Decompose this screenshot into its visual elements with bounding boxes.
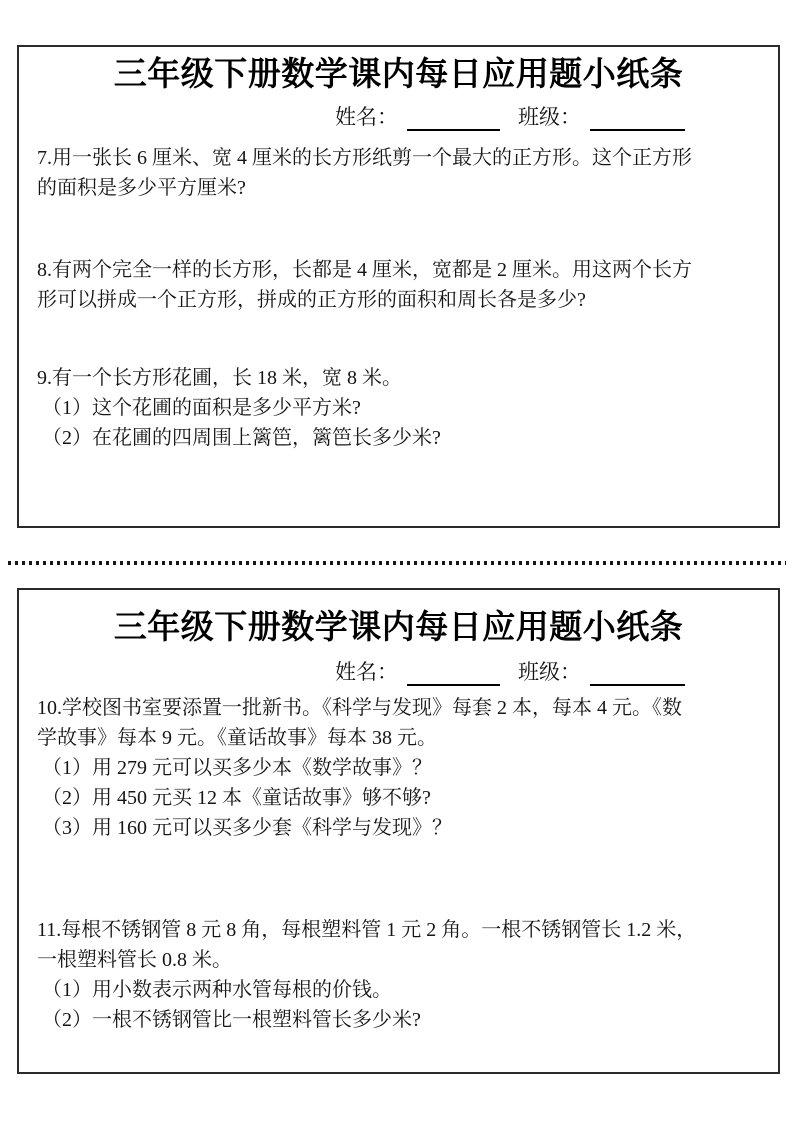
class-label: 班级： <box>518 660 581 684</box>
worksheet-box-2 <box>17 588 780 1074</box>
cut-line-divider <box>8 561 786 565</box>
problem-subitem-line: （2）在花圃的四周围上篱笆，篱笆长多少米? <box>37 427 441 449</box>
problem-text-line: 学故事》每本 9 元。《童话故事》每本 38 元。 <box>37 727 437 749</box>
problem-subitem-line: （2）用 450 元买 12 本《童话故事》够不够? <box>37 787 431 809</box>
worksheet-title: 三年级下册数学课内每日应用题小纸条 <box>113 55 684 92</box>
problem-text-line: 9.有一个长方形花圃，长 18 米，宽 8 米。 <box>37 367 402 389</box>
name-class-row <box>19 103 778 131</box>
problem-subitem-line: （1）用 279 元可以买多少本《数学故事》？ <box>37 757 432 779</box>
class-blank-line <box>590 660 685 686</box>
problem-text-line: 形可以拼成一个正方形，拼成的正方形的面积和周长各是多少? <box>37 289 586 311</box>
problem-text-line: 7.用一张长 6 厘米、宽 4 厘米的长方形纸剪一个最大的正方形。这个正方形 <box>37 147 692 169</box>
name-blank-line <box>407 660 500 686</box>
class-blank-line <box>590 105 685 131</box>
problem-subitem-line: （2）一根不锈钢管比一根塑料管长多少米? <box>37 1009 421 1031</box>
problem-9 <box>19 363 778 453</box>
problem-text-line: 的面积是多少平方厘米? <box>37 177 246 199</box>
name-label: 姓名： <box>335 660 398 684</box>
problem-7 <box>19 143 778 203</box>
name-class-row <box>19 658 778 686</box>
problem-subitem-line: （3）用 160 元可以买多少套《科学与发现》？ <box>37 817 452 839</box>
class-label: 班级： <box>518 105 581 129</box>
worksheet-title: 三年级下册数学课内每日应用题小纸条 <box>113 608 684 645</box>
problem-text-line: 10.学校图书室要添置一批新书。《科学与发现》每套 2 本，每本 4 元。《数 <box>37 697 682 719</box>
name-blank-line <box>407 105 500 131</box>
problem-subitem-line: （1）用小数表示两种水管每根的价钱。 <box>37 979 392 1001</box>
problem-text-line: 8.有两个完全一样的长方形，长都是 4 厘米，宽都是 2 厘米。用这两个长方 <box>37 259 692 281</box>
problem-subitem-line: （1）这个花圃的面积是多少平方米? <box>37 397 361 419</box>
problem-10 <box>19 693 778 843</box>
problem-11 <box>19 915 778 1035</box>
problem-8 <box>19 255 778 315</box>
problem-text-line: 11.每根不锈钢管 8 元 8 角，每根塑料管 1 元 2 角。一根不锈钢管长 1.2 米， <box>37 919 697 941</box>
problem-text-line: 一根塑料管长 0.8 米。 <box>37 949 232 971</box>
name-label: 姓名： <box>335 105 398 129</box>
worksheet-box-1 <box>17 45 780 528</box>
